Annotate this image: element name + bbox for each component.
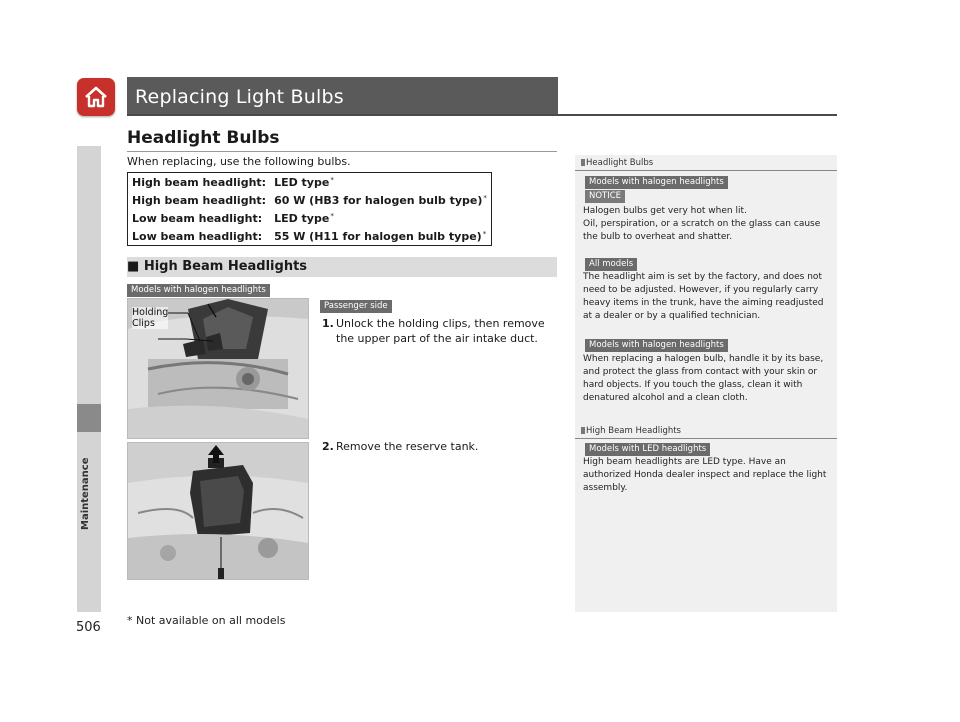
side-tag-passenger: Passenger side (320, 300, 392, 313)
bulb-label: High beam headlight: (132, 193, 267, 207)
note-rule (575, 438, 837, 439)
bulb-label: Low beam headlight: (132, 229, 263, 243)
image-callout-holding-clips: Holding Clips (132, 307, 169, 329)
bulb-label: High beam headlight: (132, 175, 267, 189)
engine-bay-image-reserve-tank (127, 442, 309, 580)
section-heading-high-beam: ■ High Beam Headlights (127, 259, 308, 274)
table-row (128, 209, 492, 227)
engine-bay-image-clips (127, 298, 309, 439)
page-number: 506 (76, 620, 101, 635)
table-row (128, 173, 492, 192)
bulb-value: 55 W (H11 for halogen bulb type)* (274, 229, 487, 243)
model-tag-halogen: Models with halogen headlights (127, 284, 270, 297)
notice-badge: NOTICE (585, 190, 625, 203)
title-rule (127, 114, 837, 116)
intro-text: When replacing, use the following bulbs. (127, 155, 351, 168)
model-tag-halogen: Models with halogen headlights (585, 339, 728, 352)
note-link-icon (581, 427, 585, 434)
bulb-value: 60 W (HB3 for halogen bulb type)* (274, 193, 487, 207)
heading-rule (127, 151, 557, 152)
sidebar-section-label[interactable]: Maintenance (80, 457, 91, 530)
step-1 (322, 316, 557, 346)
note-rule (575, 170, 837, 171)
page-title: Replacing Light Bulbs (135, 86, 344, 108)
square-bullet-icon: ■ (127, 259, 140, 274)
step-number: 2. (322, 440, 334, 453)
footnote-star[interactable]: * (330, 175, 334, 184)
step-2 (322, 439, 557, 454)
bulb-value: LED type* (274, 175, 334, 189)
step-text: Unlock the holding clips, then remove the upper part of the air intake duct. (336, 317, 545, 345)
notes-panel (575, 155, 837, 612)
note-text: High beam headlights are LED type. Have an authorized Honda dealer inspect and replace the light assembly. (583, 457, 827, 493)
footnote: * Not available on all models (127, 614, 286, 627)
note-text: Halogen bulbs get very hot when lit. Oil, perspiration, or a scratch on the glass can cause the bulb to overheat and shatter. (583, 206, 821, 242)
note-link-icon (581, 159, 585, 166)
model-tag-halogen: Models with halogen headlights (585, 176, 728, 189)
model-tag-led: Models with LED headlights (585, 443, 710, 456)
bulb-value: LED type* (274, 211, 334, 225)
footnote-star[interactable]: * (482, 229, 487, 238)
sidebar-tab-active[interactable] (77, 404, 101, 432)
home-button[interactable] (77, 78, 115, 116)
table-row (128, 191, 492, 209)
bulb-label: Low beam headlight: (132, 211, 263, 225)
step-text: Remove the reserve tank. (336, 440, 479, 453)
note-text: The headlight aim is set by the factory, and does not need to be adjusted. However, if you regularly carry heavy items in the trunk, have the aiming readjusted at a dealer or by a qualified technician. (583, 272, 824, 321)
footnote-star[interactable]: * (330, 211, 334, 220)
home-icon (83, 84, 109, 110)
step-number: 1. (322, 317, 334, 330)
note-text: When replacing a halogen bulb, handle it by its base, and protect the glass from contact with your skin or hard objects. If you touch the glass, clean it with denatured alcohol and a clean cloth. (583, 354, 824, 403)
footnote-star[interactable]: * (483, 193, 487, 202)
sidebar-tab-upper (77, 146, 101, 404)
bulb-spec-table (127, 172, 492, 246)
model-tag-all: All models (585, 258, 637, 271)
section-heading-headlight-bulbs: Headlight Bulbs (127, 128, 280, 148)
note-heading-high-beam[interactable]: High Beam Headlights (581, 426, 681, 436)
table-row (128, 227, 492, 246)
note-heading-headlight-bulbs[interactable]: Headlight Bulbs (581, 158, 653, 168)
